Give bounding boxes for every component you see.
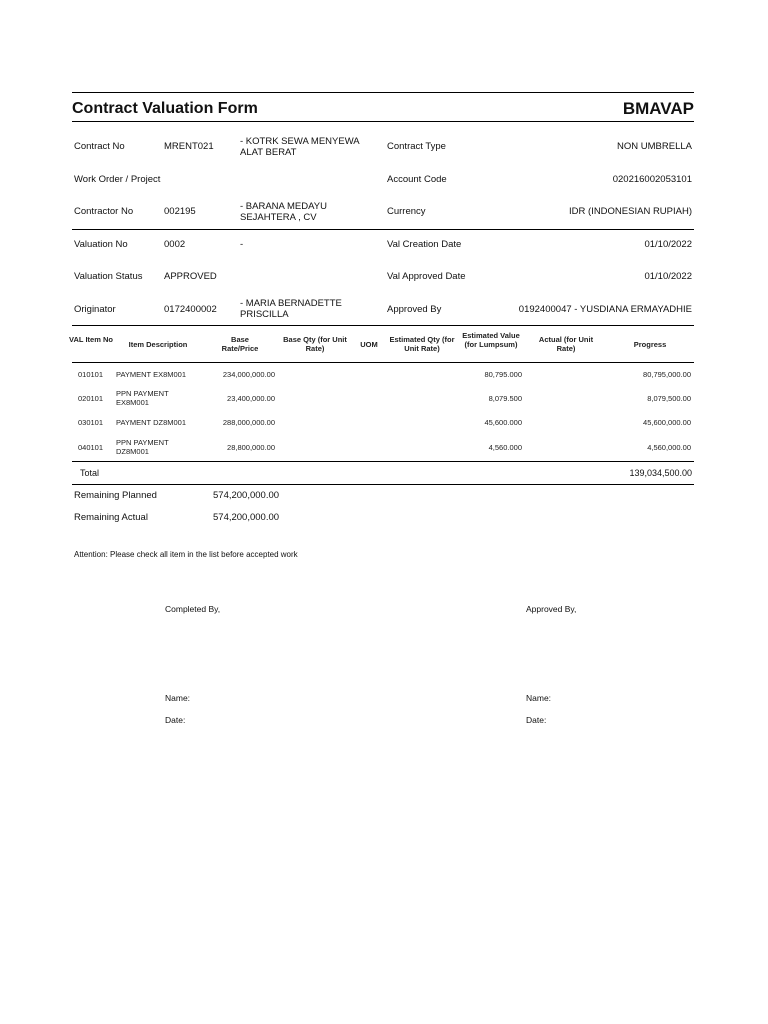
info-rule xyxy=(72,229,694,230)
row-progress: 80,795,000.00 xyxy=(643,370,691,379)
val-creation-date-value: 01/10/2022 xyxy=(644,239,692,250)
originator-name: - MARIA BERNADETTE PRISCILLA xyxy=(240,298,342,320)
row-item-no: 040101 xyxy=(78,443,104,452)
total-top-rule xyxy=(72,461,694,462)
approved-name-label: Name: xyxy=(526,693,552,703)
row-progress: 45,600,000.00 xyxy=(643,418,691,427)
approved-date-label: Date: xyxy=(526,715,547,725)
col-header-base-rate: Base Rate/Price xyxy=(221,335,259,353)
valuation-no-label: Valuation No xyxy=(74,239,128,250)
currency-label: Currency xyxy=(387,206,426,217)
row-item-no: 020101 xyxy=(78,394,104,403)
page-title: Contract Valuation Form xyxy=(72,100,258,117)
col-header-estimated-qty: Estimated Qty (for Unit Rate) xyxy=(389,335,455,353)
remaining-planned-label: Remaining Planned xyxy=(74,490,157,501)
form-code: BMAVAP xyxy=(622,99,694,118)
completed-by-label: Completed By, xyxy=(165,604,221,614)
val-approved-date-label: Val Approved Date xyxy=(387,271,466,282)
top-rule xyxy=(72,92,694,93)
contractor-no-value: 002195 xyxy=(164,206,196,217)
contract-type-label: Contract Type xyxy=(387,141,446,152)
col-header-estimated-value: Estimated Value (for Lumpsum) xyxy=(462,331,520,349)
row-estimated-value: 8,079.500 xyxy=(488,394,522,403)
completed-date-label: Date: xyxy=(165,715,186,725)
approved-by-value: 0192400047 - YUSDIANA ERMAYADHIE xyxy=(518,304,692,315)
total-bottom-rule xyxy=(72,484,694,485)
valuation-no-value: 0002 xyxy=(164,239,186,250)
valuation-status-value: APPROVED xyxy=(164,271,217,282)
row-item-description: PPN PAYMENT EX8M001 xyxy=(116,389,169,407)
remaining-actual-label: Remaining Actual xyxy=(74,512,148,523)
row-item-no: 010101 xyxy=(78,370,104,379)
row-item-description: PAYMENT EX8M001 xyxy=(116,370,187,379)
title-rule xyxy=(72,121,694,122)
originator-label: Originator xyxy=(74,304,116,315)
row-estimated-value: 4,560.000 xyxy=(488,443,522,452)
completed-name-label: Name: xyxy=(165,693,191,703)
val-approved-date-value: 01/10/2022 xyxy=(644,271,692,282)
row-estimated-value: 45,600.000 xyxy=(484,418,522,427)
contract-desc: - KOTRK SEWA MENYEWA ALAT BERAT xyxy=(240,136,360,158)
valuation-status-label: Valuation Status xyxy=(74,271,143,282)
row-item-description: PPN PAYMENT DZ8M001 xyxy=(116,438,169,456)
row-estimated-value: 80,795.000 xyxy=(484,370,522,379)
valuation-dash: - xyxy=(240,239,244,250)
total-value: 139,034,500.00 xyxy=(629,468,692,478)
row-base-rate: 28,800,000.00 xyxy=(227,443,275,452)
work-order-label: Work Order / Project xyxy=(74,174,161,185)
originator-no-value: 0172400002 xyxy=(164,304,217,315)
col-header-actual: Actual (for Unit Rate) xyxy=(538,335,594,353)
row-item-no: 030101 xyxy=(78,418,104,427)
col-header-uom: UOM xyxy=(360,340,378,349)
remaining-actual-value: 574,200,000.00 xyxy=(213,512,280,523)
col-header-base-qty: Base Qty (for Unit Rate) xyxy=(283,335,347,353)
approved-by-signature-label: Approved By, xyxy=(526,604,577,614)
contract-no-label: Contract No xyxy=(74,141,125,152)
approved-by-label: Approved By xyxy=(387,304,442,315)
row-base-rate: 288,000,000.00 xyxy=(222,418,275,427)
attention-note: Attention: Please check all item in the list before accepted work xyxy=(74,550,298,559)
val-creation-date-label: Val Creation Date xyxy=(387,239,462,250)
currency-value: IDR (INDONESIAN RUPIAH) xyxy=(569,206,692,217)
account-code-label: Account Code xyxy=(387,174,447,185)
account-code-value: 020216002053101 xyxy=(612,174,692,185)
remaining-planned-value: 574,200,000.00 xyxy=(213,490,280,501)
total-label: Total xyxy=(80,468,100,478)
row-progress: 8,079,500.00 xyxy=(647,394,691,403)
contract-no-value: MRENT021 xyxy=(164,141,214,152)
row-item-description: PAYMENT DZ8M001 xyxy=(116,418,187,427)
col-header-val-item-no: VAL Item No xyxy=(69,335,113,344)
contractor-no-label: Contractor No xyxy=(74,206,134,217)
row-progress: 4,560,000.00 xyxy=(647,443,691,452)
contract-type-value: NON UMBRELLA xyxy=(617,141,692,152)
row-base-rate: 234,000,000.00 xyxy=(222,370,275,379)
col-header-progress: Progress xyxy=(633,340,667,349)
row-base-rate: 23,400,000.00 xyxy=(227,394,275,403)
table-header-rule xyxy=(72,362,694,363)
col-header-item-description: Item Description xyxy=(128,340,188,349)
table-top-rule xyxy=(72,325,694,326)
contractor-name: - BARANA MEDAYU SEJAHTERA , CV xyxy=(240,201,327,223)
